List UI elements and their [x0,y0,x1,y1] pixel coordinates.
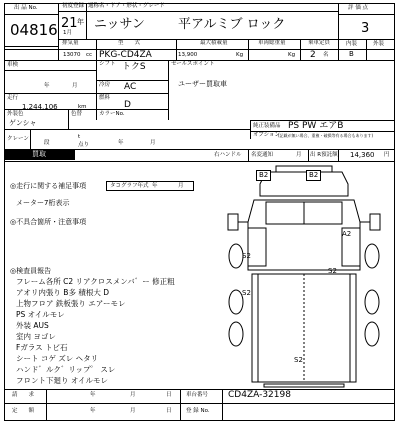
name-label: 通称名・ドア・形状・グレード [88,3,165,9]
reg-month: 1月 [63,30,72,36]
fixed-day: 日 [166,408,172,414]
inspection-year: 年 [44,83,50,89]
fuel-label: 燃料 [99,95,111,101]
truck-damage-diagram [214,162,394,388]
purchase-label: 買取 [32,150,46,158]
lot-label: 出 品 No. [14,5,38,11]
claim-label: 請 求 [12,392,35,398]
exterior-label: 外装 [373,41,385,47]
interior-grade: B [349,50,354,58]
sales-point-value: ユーザー買取車 [178,80,227,88]
capacity-unit: 名 [323,52,329,58]
displacement-label: 排気量 [62,40,79,46]
defect-notes-label: ◎不具合箇所・注意事項 [10,218,87,226]
lot-number: 04816 [10,21,58,39]
claim-month: 月 [130,392,136,398]
inspector-report-label: ◎検査員報告 [10,267,52,275]
report-line: 外装 AUS [16,321,49,330]
aircon-label: 冷房 [99,82,111,88]
vin-value: CD4ZA-32198 [228,390,291,400]
report-line: 室内 ヨゴレ [16,332,56,341]
capacity-value: 2 [310,50,316,60]
grade-label: 評 価 点 [348,5,368,11]
max-load-label: 最大積載量 [200,40,228,46]
report-line: ハンド゛ルク゛リップ゜ スレ [16,365,116,374]
mileage-label: 走行 [7,95,19,101]
crane-stage: 段 [44,140,50,146]
reg-year-unit: 年 [77,18,84,26]
equipment-label: 純正装備品 [253,123,281,129]
shift-value: トクS [122,62,146,72]
max-load-value: 13,900 [178,52,198,58]
damage-s2-bottom: S2 [294,356,303,364]
recycle-label: 出 R預託額 [310,152,338,158]
model-type: PKG-CD4ZA [99,50,152,60]
fuel-value: D [124,100,131,110]
maker-name: ニッサン [94,17,145,32]
max-load-unit: Kg [236,52,244,58]
tacho-year: 年 [152,183,158,189]
report-line: フロント下廻り オイルモレ [16,376,109,385]
options-label: オプション [253,132,281,138]
report-line: PS オイルモレ [16,310,65,319]
fixed-year: 年 [90,408,96,414]
report-line: フレーム各所 C2 リアクロスメンバ゛ー 修正粗 [16,277,175,286]
tacho-month: 月 [178,183,184,189]
inspector-report-list [16,278,216,388]
odometer-notes-label: ◎走行に関する補足事項 [10,182,87,190]
inspection-month: 月 [72,83,78,89]
gross-weight-label: 車両総重量 [258,40,286,46]
overall-grade: 3 [361,21,370,36]
options-note: (記載が無い場合、重複・破損等有る場合もあります) [278,133,374,138]
crane-year: 年 [118,140,124,146]
fixed-amount-label: 定 額 [12,408,35,414]
reg-year: 21 [61,16,78,31]
gross-weight-unit: Kg [288,52,296,58]
interior-label: 内装 [346,41,358,47]
transfer-label: 名変通知 [251,152,274,158]
transfer-month: 月 [296,152,302,158]
crane-month: 月 [150,140,156,146]
damage-s2-right: S2 [328,267,337,275]
damage-s2-left2: S2 [242,289,251,297]
exterior-color-value: ゲンシャ [9,119,37,127]
yen-unit: 円 [384,152,390,158]
model-name: 平アルミブ ロック [178,17,286,32]
mileage-unit: km [78,104,87,110]
equipment-value: PS PW エアB [288,121,344,131]
vin-label: 車台番号 [186,392,209,398]
damage-s2-left1: S2 [242,252,251,260]
tacho-label: タコグラフ年式 [110,183,149,189]
damage-b2-left: B2 [256,170,271,181]
claim-year: 年 [90,392,96,398]
exterior-color-label: 外装色 [7,111,24,117]
type-label: 型 式 [118,40,141,46]
plate-label: 登 録 No. [186,408,210,414]
crane-label: クレーン [7,136,29,142]
claim-day: 日 [166,392,172,398]
recycle-amount: 14,360 [350,151,375,159]
crane-point: 点り [78,142,90,148]
shift-label: シフト [99,61,116,67]
mileage-value: 1,244,106 [22,103,58,111]
report-line: シート コゲ ズレ ヘタリ [16,354,99,363]
report-line: アオリ内張り B多 積根大 D [16,288,109,297]
odometer-note: メーター7桁表示 [16,199,70,207]
reg-label: 初度登録 [62,3,85,9]
handle-side: 右ハンドル [214,152,242,158]
damage-b2-right: B2 [306,170,321,181]
cc-unit: cc [86,52,93,58]
purchase-bar [5,150,75,160]
report-line: Fガラス トビ石 [16,343,68,352]
aircon-value: AC [124,82,137,92]
sales-point-label: セールスポイント [171,61,215,67]
fixed-month: 月 [130,408,136,414]
damage-a2: A2 [342,230,352,238]
crane-t: t [78,134,81,140]
capacity-label: 乗車定員 [308,40,331,46]
report-line: 上物フロア 鉄板張り エアーモレ [16,299,126,308]
color-no-label: カラーNo. [99,111,125,117]
color-change-label: 色替 [71,111,83,117]
inspection-label: 車検 [7,62,19,68]
displacement-value: 13070 [63,52,81,58]
